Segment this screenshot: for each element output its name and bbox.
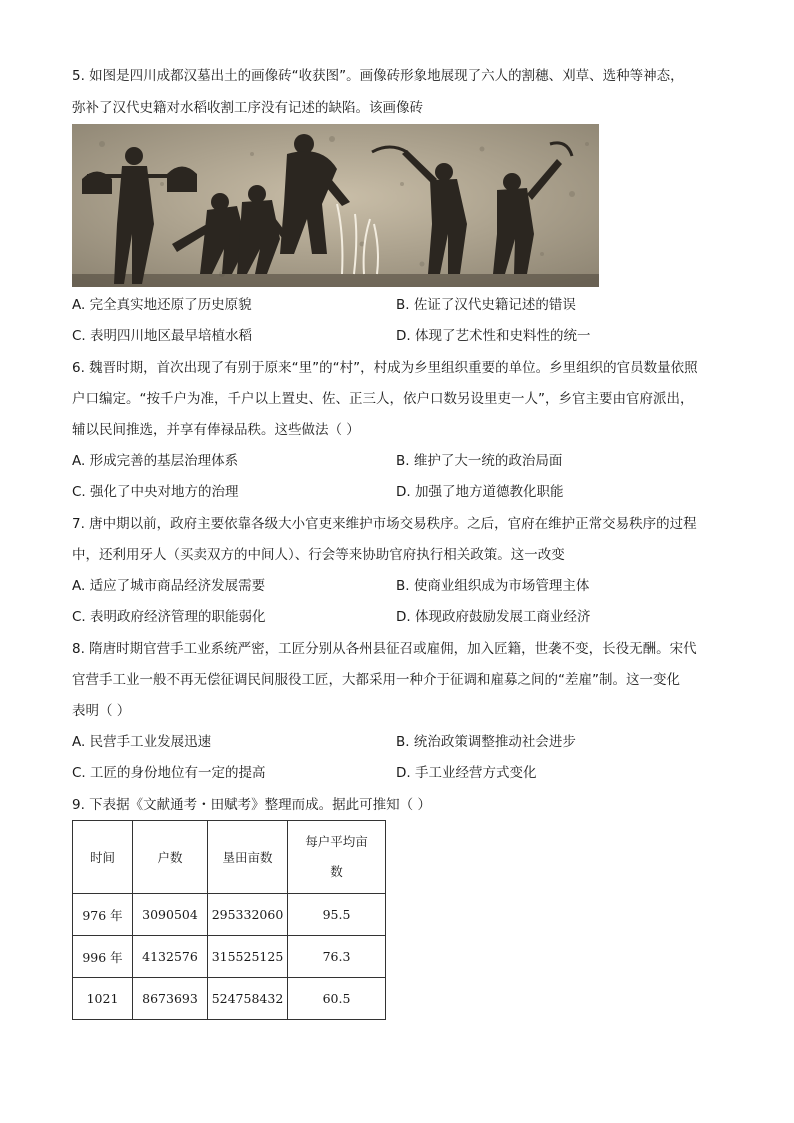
q5-option-a: A. 完全真实地还原了历史原貌 [72, 297, 252, 313]
q8-option-a: A. 民营手工业发展迅速 [72, 734, 212, 750]
q8-option-d: D. 手工业经营方式变化 [396, 765, 537, 781]
q6-option-d: D. 加强了地方道德教化职能 [396, 484, 564, 500]
q7-stem-line1: 7. 唐中期以前，政府主要依靠各级大小官吏来维护市场交易秩序。之后，官府在维护正常交易秩序的过程 [72, 516, 697, 532]
q8-stem-line3: 表明（ ） [72, 703, 131, 719]
table-header-cell [288, 821, 386, 894]
table-header-label-part1: 每户平均亩 [305, 834, 368, 849]
q8-stem-line2: 官营手工业一般不再无偿征调民间服役工匠，大都采用一种介于征调和雇募之间的“差雇”制。这一变化 [72, 672, 680, 688]
table-cell: 295332060 [208, 894, 288, 936]
table-cell: 4132576 [133, 936, 208, 978]
q5-option-b: B. 佐证了汉代史籍记述的错误 [396, 297, 576, 313]
q6-option-a: A. 形成完善的基层治理体系 [72, 453, 239, 469]
q6-option-b: B. 维护了大一统的政治局面 [396, 453, 563, 469]
q7-stem-line2: 中，还利用牙人（买卖双方的中间人）、行会等来协助官府执行相关政策。这一改变 [72, 547, 565, 563]
table-cell: 524758432 [208, 978, 288, 1020]
q5-option-c: C. 表明四川地区最早培植水稻 [72, 328, 253, 344]
q9-stem-line1: 9. 下表据《文献通考・田赋考》整理而成。据此可推知（ ） [72, 797, 431, 813]
q7-option-b: B. 使商业组织成为市场管理主体 [396, 578, 590, 594]
table-header-cell: 户数 [133, 821, 208, 894]
q8-option-c: C. 工匠的身份地位有一定的提高 [72, 765, 266, 781]
table-cell: 315525125 [208, 936, 288, 978]
q7-option-d: D. 体现政府鼓励发展工商业经济 [396, 609, 591, 625]
table-cell: 60.5 [288, 978, 386, 1020]
q5-option-d: D. 体现了艺术性和史料性的统一 [396, 328, 591, 344]
q5-stem-line1: 5. 如图是四川成都汉墓出土的画像砖“收获图”。画像砖形象地展现了六人的割穗、刈草、选种等神态， [72, 68, 684, 84]
table-header-row [73, 821, 386, 894]
table-header-label-part2: 数 [330, 864, 343, 879]
q8-option-b: B. 统治政策调整推动社会进步 [396, 734, 576, 750]
table-cell: 76.3 [288, 936, 386, 978]
table-cell: 8673693 [133, 978, 208, 1020]
q6-stem-line2: 户口编定。“按千户为准，千户以上置史、佐、正三人，依户口数另设里吏一人”，乡官主要由官府派出， [72, 391, 694, 407]
q7-option-a: A. 适应了城市商品经济发展需要 [72, 578, 266, 594]
table-header-cell: 时间 [73, 821, 133, 894]
q7-option-c: C. 表明政府经济管理的职能弱化 [72, 609, 266, 625]
harvest-brick-image [72, 124, 599, 287]
table-row [73, 894, 386, 936]
q6-stem-line1: 6. 魏晋时期，首次出现了有别于原来“里”的“村”，村成为乡里组织重要的单位。乡里组织的官员数量依照 [72, 360, 698, 376]
q5-stem-line2: 弥补了汉代史籍对水稻收割工序没有记述的缺陷。该画像砖 [72, 100, 423, 116]
q8-stem-line1: 8. 隋唐时期官营手工业系统严密，工匠分别从各州县征召或雇佣，加入匠籍，世袭不变，长役无酬。宋代 [72, 641, 697, 657]
table-cell: 996 年 [73, 936, 133, 978]
table-header-cell: 垦田亩数 [208, 821, 288, 894]
table-cell: 976 年 [73, 894, 133, 936]
q6-stem-line3: 辅以民间推选，并享有俸禄品秩。这些做法（ ） [72, 422, 360, 438]
table-cell: 3090504 [133, 894, 208, 936]
table-cell: 95.5 [288, 894, 386, 936]
table-row [73, 978, 386, 1020]
table-row [73, 936, 386, 978]
farmland-table [72, 820, 386, 1020]
q6-option-c: C. 强化了中央对地方的治理 [72, 484, 239, 500]
table-cell: 1021 [73, 978, 133, 1020]
